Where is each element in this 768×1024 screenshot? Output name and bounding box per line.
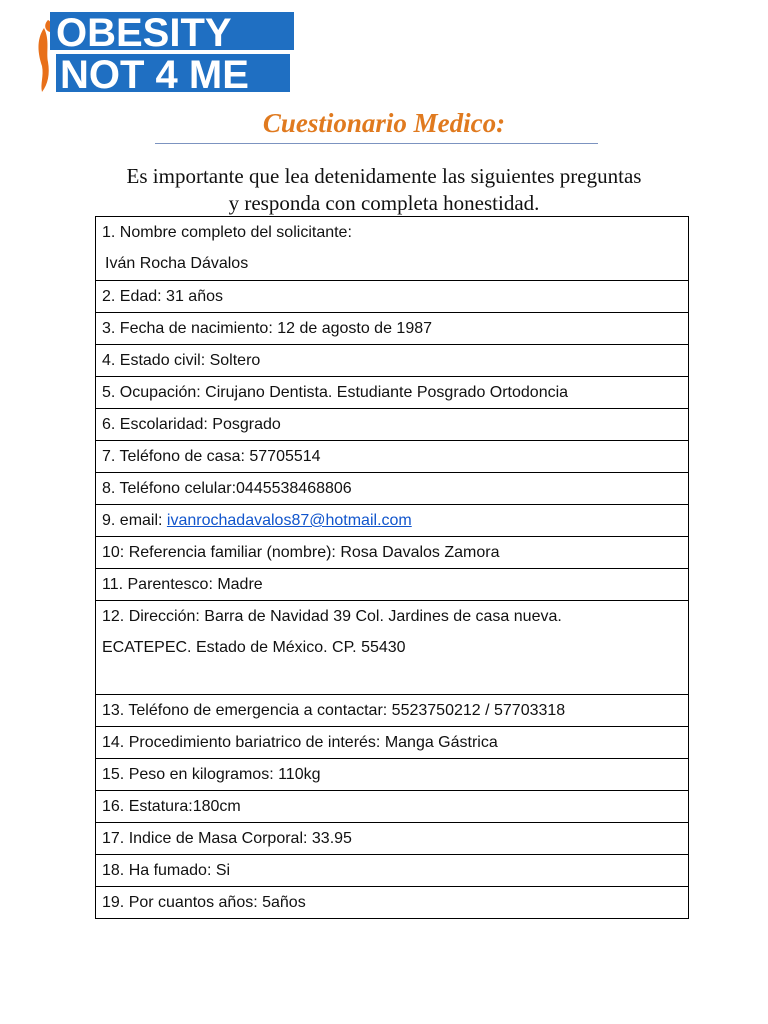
table-row xyxy=(96,791,689,823)
table-row xyxy=(96,409,689,441)
row-estado-civil: 4. Estado civil: Soltero xyxy=(96,345,689,377)
row-escolaridad: 6. Escolaridad: Posgrado xyxy=(96,409,689,441)
table-row xyxy=(96,601,689,695)
row-edad: 2. Edad: 31 años xyxy=(96,281,689,313)
table-row xyxy=(96,281,689,313)
row-nombre xyxy=(96,217,689,281)
table-row xyxy=(96,823,689,855)
questionnaire-table xyxy=(95,216,689,919)
row-procedimiento: 14. Procedimiento bariatrico de interés: Manga Gástrica xyxy=(96,727,689,759)
table-row xyxy=(96,569,689,601)
table-row xyxy=(96,345,689,377)
page-title: Cuestionario Medico: xyxy=(262,108,506,138)
row-value: Iván Rocha Dávalos xyxy=(105,255,249,272)
intro-text: Es importante que lea detenidamente las siguientes preguntas y responda con completa honestidad. xyxy=(126,164,642,215)
row-value: ECATEPEC. Estado de México. CP. 55430 xyxy=(102,639,406,656)
table-row xyxy=(96,695,689,727)
row-anos-fumando: 19. Por cuantos años: 5años xyxy=(96,887,689,919)
row-estatura: 16. Estatura:180cm xyxy=(96,791,689,823)
logo-line2: NOT 4 ME xyxy=(60,53,249,94)
table-row xyxy=(96,759,689,791)
table-row xyxy=(96,727,689,759)
row-label: 9. email: xyxy=(102,512,167,529)
row-telefono-emergencia: 13. Teléfono de emergencia a contactar: 5523750212 / 57703318 xyxy=(96,695,689,727)
table-row xyxy=(96,537,689,569)
obesity-not-4-me-logo xyxy=(34,10,296,94)
logo-line1: OBESITY xyxy=(56,11,232,55)
row-direccion xyxy=(96,601,689,695)
row-telefono-celular: 8. Teléfono celular:0445538468806 xyxy=(96,473,689,505)
title-divider xyxy=(155,143,598,144)
row-label: 12. Dirección: Barra de Navidad 39 Col. Jardines de casa nueva. xyxy=(102,608,562,625)
email-link[interactable]: ivanrochadavalos87@hotmail.com xyxy=(166,512,412,529)
row-label: 1. Nombre completo del solicitante: xyxy=(102,224,352,241)
table-row xyxy=(96,473,689,505)
row-ocupacion: 5. Ocupación: Cirujano Dentista. Estudiante Posgrado Ortodoncia xyxy=(96,377,689,409)
table-row xyxy=(96,377,689,409)
table-row xyxy=(96,505,689,537)
row-ha-fumado: 18. Ha fumado: Si xyxy=(96,855,689,887)
row-referencia-familiar: 10: Referencia familiar (nombre): Rosa Davalos Zamora xyxy=(96,537,689,569)
table-row xyxy=(96,217,689,281)
table-row xyxy=(96,441,689,473)
row-peso: 15. Peso en kilogramos: 110kg xyxy=(96,759,689,791)
table-row xyxy=(96,313,689,345)
flame-icon xyxy=(39,28,49,92)
row-parentesco: 11. Parentesco: Madre xyxy=(96,569,689,601)
row-email xyxy=(96,505,689,537)
table-row xyxy=(96,887,689,919)
row-fecha-nacimiento: 3. Fecha de nacimiento: 12 de agosto de 1987 xyxy=(96,313,689,345)
row-telefono-casa: 7. Teléfono de casa: 57705514 xyxy=(96,441,689,473)
table-row xyxy=(96,855,689,887)
row-imc: 17. Indice de Masa Corporal: 33.95 xyxy=(96,823,689,855)
